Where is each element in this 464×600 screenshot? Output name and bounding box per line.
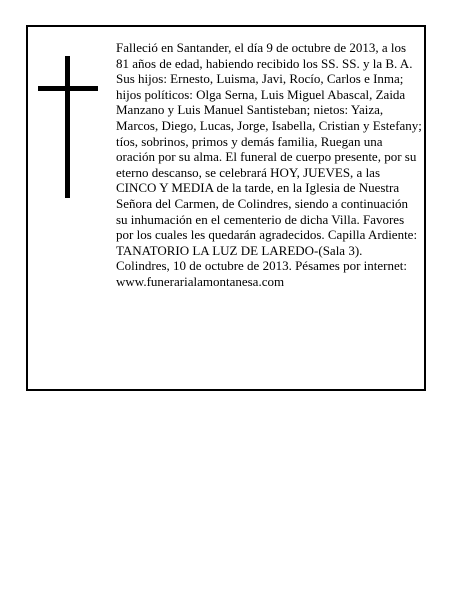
cross-vertical-bar: [65, 56, 70, 198]
cross-horizontal-bar: [38, 86, 98, 91]
notice-text: [116, 40, 422, 290]
death-paragraph: Falleció en Santander, el día 9 de octubre de 2013, a los 81 años de edad, habiendo recibido los SS. SS. y la B. A.: [116, 40, 413, 71]
family-paragraph: Sus hijos: Ernesto, Luisma, Javi, Rocío, Carlos e Inma; hijos políticos: Olga Serna, Luis Miguel Abascal, Zaida Manzano y Luis Manuel Santisteban; nietos: Yaiza, Marcos, Diego, Lucas, Jorge, Isabella, Cristian y Estefany; tíos, sobrinos, primos y demás familia, Ruegan una oración por su alma. El funeral de cuerpo presente, por su eterno descanso, se celebrará HOY, JUEVES, a las CINCO Y MEDIA de la tarde, en la Iglesia de Nuestra Señora del Carmen, de Colindres, siendo a continuación su inhumación en el cementerio de dicha Villa. Favores por los cuales les quedarán agradecidos. Capilla Ardiente: TANATORIO LA LUZ DE LAREDO-(Sala 3).: [116, 71, 422, 258]
obituary-notice: [26, 25, 426, 391]
latin-cross-icon: [38, 56, 98, 198]
date-line: Colindres, 10 de octubre de 2013. Pésames por internet: www.funerarialamontanesa.com: [116, 258, 407, 289]
